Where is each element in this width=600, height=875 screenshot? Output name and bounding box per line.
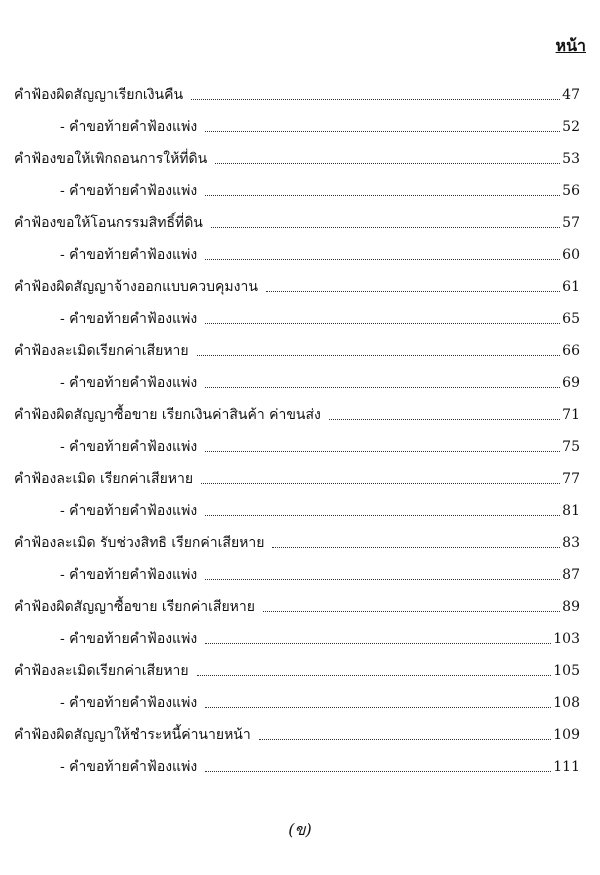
toc-entry-title: - คำขอท้ายคำฟ้องแพ่ง — [60, 247, 198, 263]
toc-entry-title: - คำขอท้ายคำฟ้องแพ่ง — [60, 695, 198, 711]
toc-entry-title: - คำขอท้ายคำฟ้องแพ่ง — [60, 503, 198, 519]
toc-entry-page-number: 53 — [562, 151, 580, 167]
toc-entry-page-number: 47 — [562, 87, 580, 103]
table-of-contents — [0, 72, 600, 776]
toc-entry-page-number: 103 — [553, 631, 580, 647]
toc-sub-entry — [0, 360, 600, 392]
toc-entry-title: คำฟ้องละเมิดเรียกค่าเสียหาย — [14, 663, 189, 679]
toc-entry-page-number: 75 — [562, 439, 580, 455]
toc-entry-page-number: 81 — [562, 503, 580, 519]
toc-sub-entry — [0, 552, 600, 584]
toc-entry-title: คำฟ้องผิดสัญญาจ้างออกแบบควบคุมงาน — [14, 279, 258, 295]
toc-sub-entry — [0, 488, 600, 520]
toc-entry-title: คำฟ้องขอให้โอนกรรมสิทธิ์ที่ดิน — [14, 215, 203, 231]
dot-leader — [205, 130, 560, 132]
dot-leader — [205, 578, 560, 580]
toc-entry-page-number: 57 — [562, 215, 580, 231]
toc-entry-title: - คำขอท้ายคำฟ้องแพ่ง — [60, 631, 198, 647]
toc-sub-entry — [0, 424, 600, 456]
dot-leader — [272, 546, 560, 548]
toc-sub-entry — [0, 616, 600, 648]
toc-entry-page-number: 77 — [562, 471, 580, 487]
toc-sub-entry — [0, 744, 600, 776]
toc-entry — [0, 520, 600, 552]
page-column-header: หน้า — [555, 36, 586, 55]
dot-leader — [205, 450, 560, 452]
dot-leader — [197, 354, 561, 356]
toc-entry — [0, 200, 600, 232]
toc-entry-page-number: 52 — [562, 119, 580, 135]
toc-entry-title: - คำขอท้ายคำฟ้องแพ่ง — [60, 439, 198, 455]
toc-entry — [0, 392, 600, 424]
toc-entry-title: คำฟ้องขอให้เพิกถอนการให้ที่ดิน — [14, 151, 208, 167]
dot-leader — [259, 738, 552, 740]
dot-leader — [266, 290, 560, 292]
toc-entry-page-number: 65 — [562, 311, 580, 327]
dot-leader — [263, 610, 560, 612]
toc-entry-page-number: 108 — [553, 695, 580, 711]
dot-leader — [205, 706, 551, 708]
toc-entry-page-number: 105 — [553, 663, 580, 679]
toc-entry-page-number: 109 — [553, 727, 580, 743]
dot-leader — [211, 226, 560, 228]
dot-leader — [197, 674, 552, 676]
toc-entry-title: คำฟ้องละเมิดเรียกค่าเสียหาย — [14, 343, 189, 359]
dot-leader — [191, 98, 560, 100]
toc-sub-entry — [0, 168, 600, 200]
toc-entry-title: คำฟ้องผิดสัญญาซื้อขาย เรียกเงินค่าสินค้า ค่าขนส่ง — [14, 407, 321, 423]
toc-entry — [0, 136, 600, 168]
toc-entry-title: คำฟ้องละเมิด รับช่วงสิทธิ เรียกค่าเสียหาย — [14, 535, 265, 551]
toc-sub-entry — [0, 232, 600, 264]
dot-leader — [215, 162, 560, 164]
toc-entry-page-number: 87 — [562, 567, 580, 583]
toc-entry-title: คำฟ้องผิดสัญญาให้ชำระหนี้ค่านายหน้า — [14, 727, 251, 743]
toc-entry-title: - คำขอท้ายคำฟ้องแพ่ง — [60, 759, 198, 775]
dot-leader — [205, 258, 560, 260]
dot-leader — [201, 482, 560, 484]
toc-entry-title: - คำขอท้ายคำฟ้องแพ่ง — [60, 375, 198, 391]
toc-entry-page-number: 71 — [562, 407, 580, 423]
toc-entry-page-number: 89 — [562, 599, 580, 615]
dot-leader — [205, 322, 560, 324]
toc-entry-page-number: 83 — [562, 535, 580, 551]
toc-entry-page-number: 69 — [562, 375, 580, 391]
toc-entry — [0, 328, 600, 360]
toc-entry-title: คำฟ้องละเมิด เรียกค่าเสียหาย — [14, 471, 194, 487]
toc-entry-title: คำฟ้องผิดสัญญาซื้อขาย เรียกค่าเสียหาย — [14, 599, 255, 615]
toc-entry — [0, 264, 600, 296]
toc-entry — [0, 584, 600, 616]
toc-entry-page-number: 66 — [562, 343, 580, 359]
toc-entry — [0, 456, 600, 488]
dot-leader — [205, 514, 560, 516]
toc-entry-title: - คำขอท้ายคำฟ้องแพ่ง — [60, 311, 198, 327]
dot-leader — [205, 194, 560, 196]
toc-entry-page-number: 56 — [562, 183, 580, 199]
toc-sub-entry — [0, 680, 600, 712]
dot-leader — [329, 418, 560, 420]
dot-leader — [205, 386, 560, 388]
toc-entry-page-number: 111 — [553, 759, 580, 775]
page-number-footer: (ข) — [288, 820, 312, 839]
toc-entry — [0, 72, 600, 104]
toc-entry-title: - คำขอท้ายคำฟ้องแพ่ง — [60, 567, 198, 583]
toc-entry-title: - คำขอท้ายคำฟ้องแพ่ง — [60, 119, 198, 135]
toc-entry-title: - คำขอท้ายคำฟ้องแพ่ง — [60, 183, 198, 199]
toc-sub-entry — [0, 296, 600, 328]
toc-entry-page-number: 60 — [562, 247, 580, 263]
dot-leader — [205, 642, 551, 644]
dot-leader — [205, 770, 551, 772]
toc-entry — [0, 712, 600, 744]
toc-sub-entry — [0, 104, 600, 136]
toc-entry-title: คำฟ้องผิดสัญญาเรียกเงินคืน — [14, 87, 184, 103]
toc-entry-page-number: 61 — [562, 279, 580, 295]
toc-entry — [0, 648, 600, 680]
